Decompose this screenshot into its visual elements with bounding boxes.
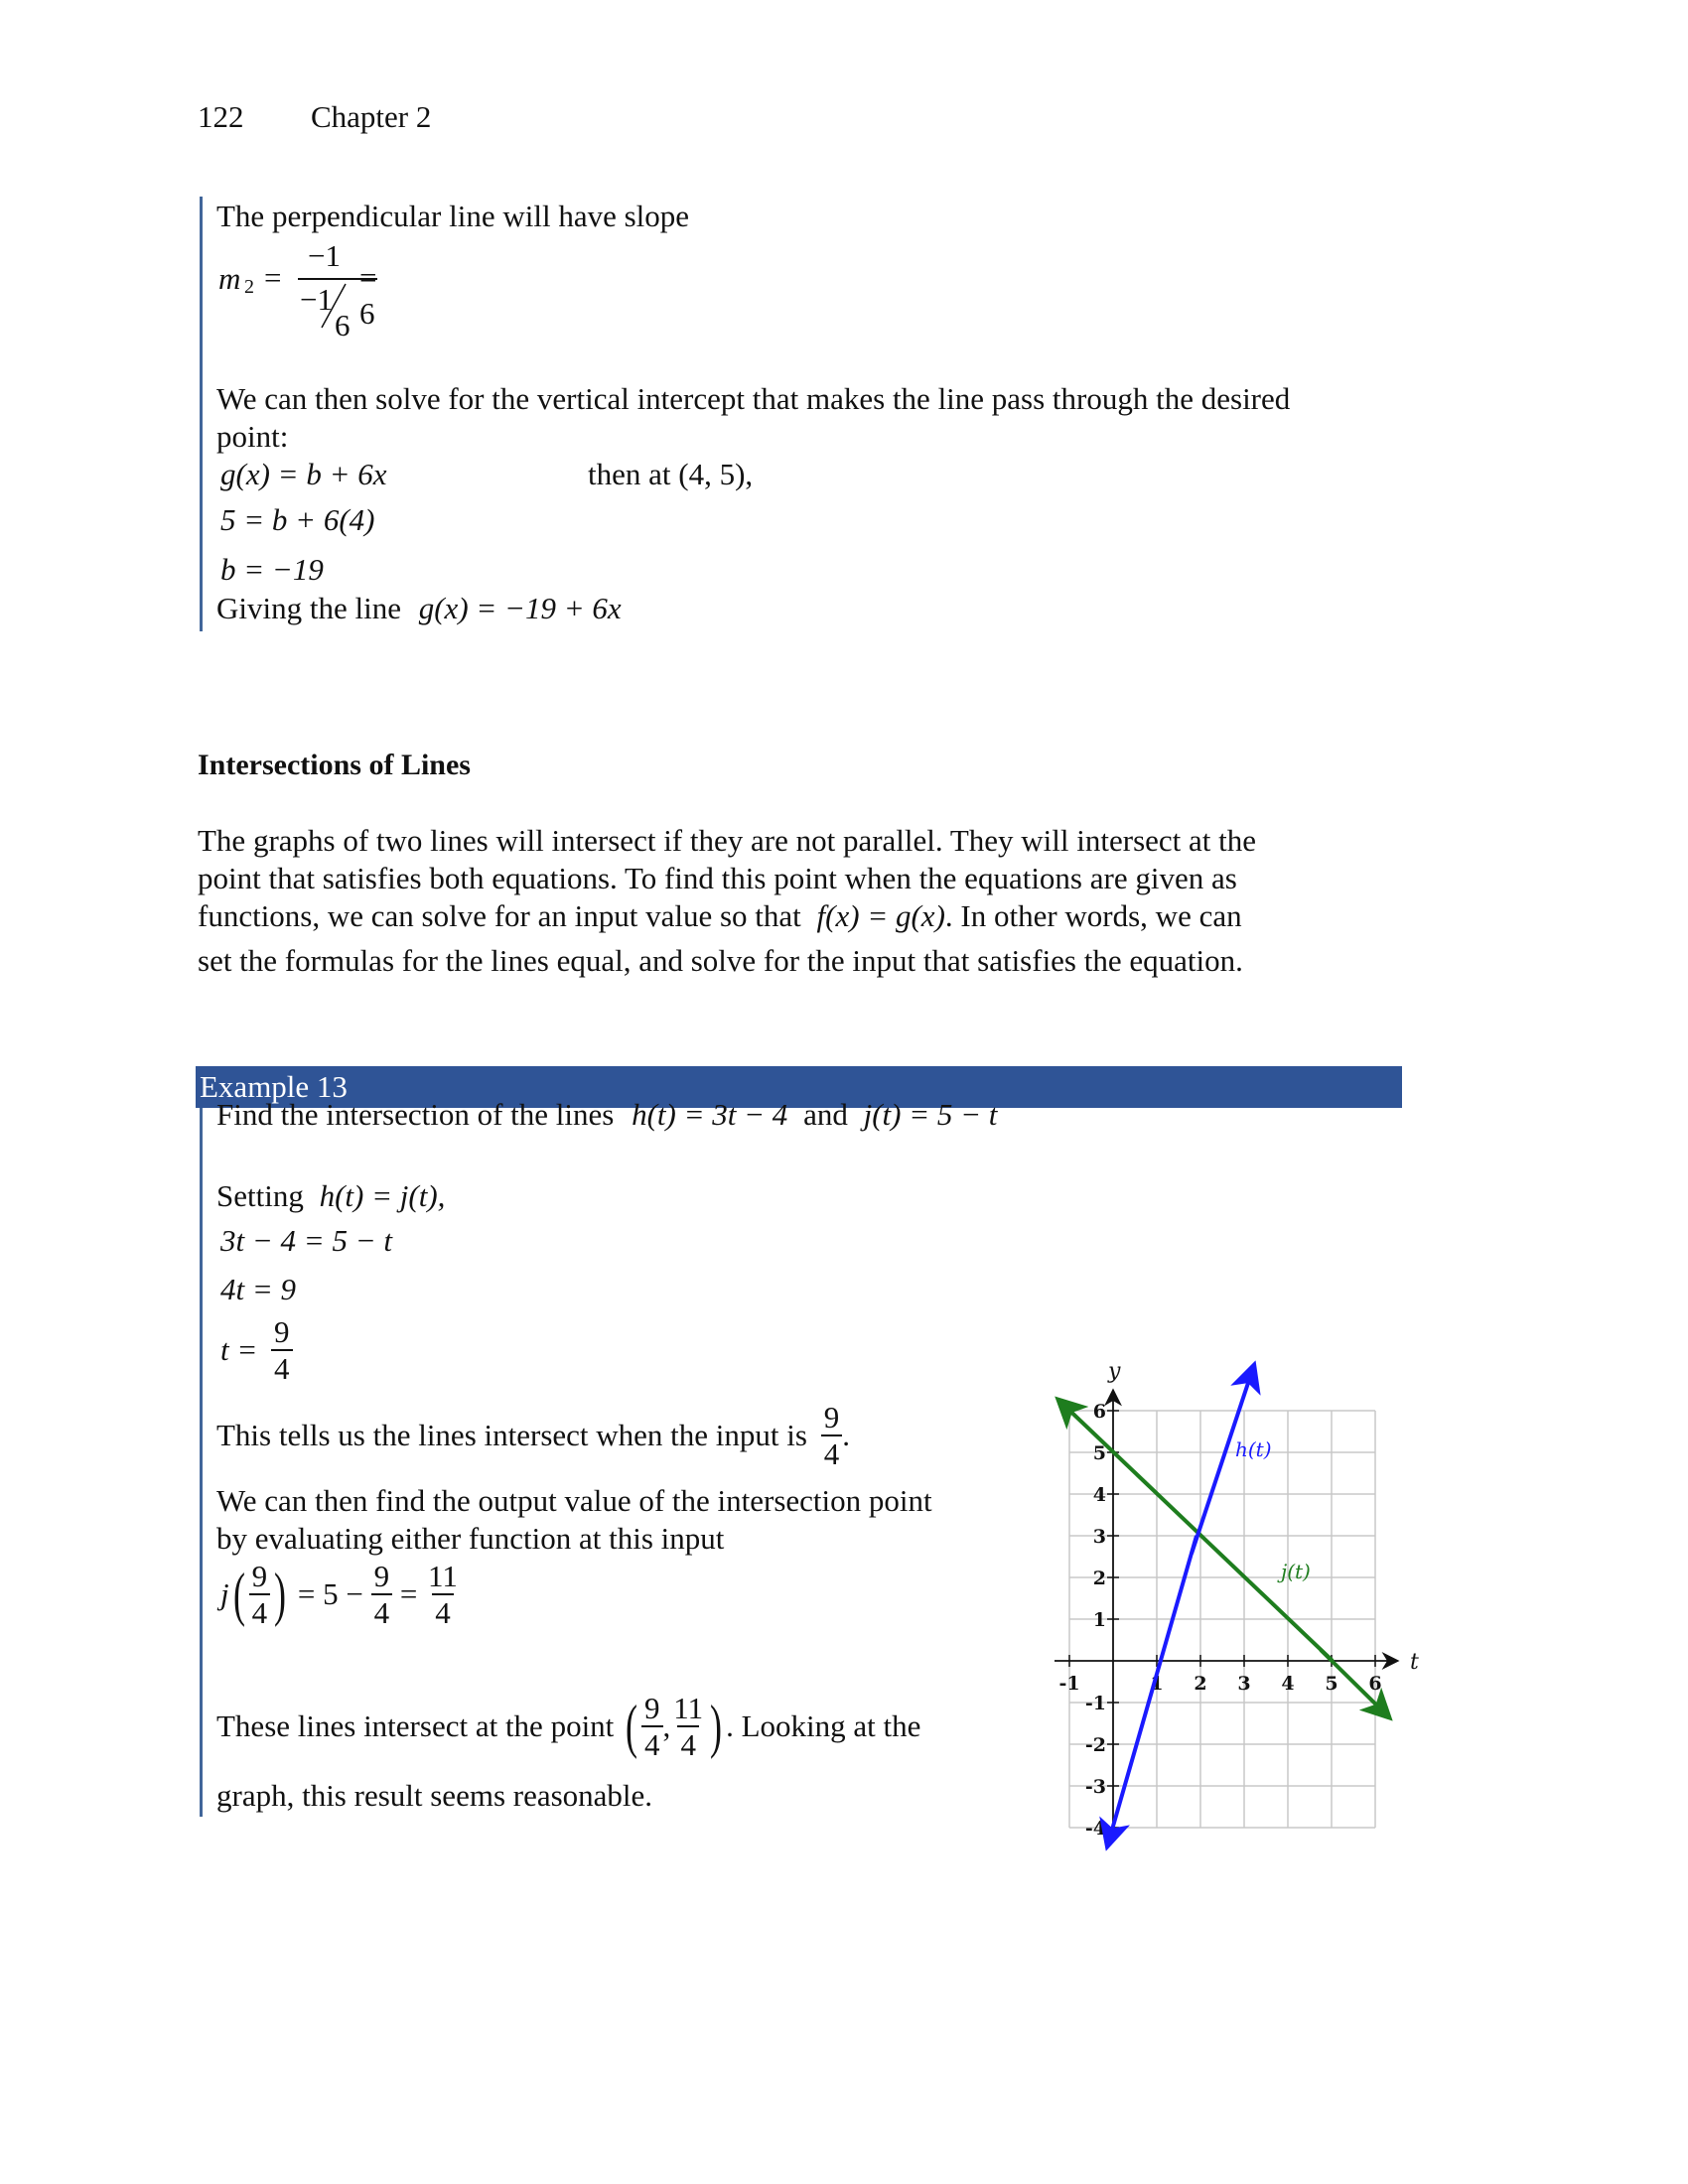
svg-text:1: 1 (1150, 1673, 1164, 1695)
svg-text:-1: -1 (1084, 1693, 1106, 1714)
section-line-1: The graphs of two lines will intersect if they are not parallel. They will intersect at the (198, 823, 1257, 858)
setting-equation: h(t) = j(t), (319, 1178, 446, 1213)
svg-text:4: 4 (1281, 1673, 1295, 1695)
block-text-slope-intro: The perpendicular line will have slope (216, 199, 690, 233)
equation-b-value: b = −19 (220, 552, 324, 587)
step-2: 4t = 9 (220, 1272, 297, 1306)
slope-var: m (218, 261, 241, 296)
intercept-paragraph-cont: point: (216, 419, 289, 454)
svg-text:6: 6 (1368, 1673, 1382, 1695)
section-heading: Intersections of Lines (198, 749, 471, 781)
section-line-3-tail: . In other words, we can (944, 898, 1242, 933)
input-sentence: This tells us the lines intersect when the input is $\frac{9}{4}$ . (216, 1400, 850, 1471)
equation-g-general: g(x) = b + 6x (220, 457, 387, 491)
svg-text:-1: -1 (1058, 1673, 1080, 1695)
intersection-graph (1033, 1330, 1450, 1866)
step-1: 3t − 4 = 5 − t (220, 1223, 392, 1258)
j-definition: j(t) = 5 − t (863, 1097, 998, 1132)
chapter-title: Chapter 2 (311, 99, 432, 134)
example-title: Example 13 (200, 1069, 348, 1104)
svg-text:4: 4 (1092, 1484, 1106, 1506)
h-line-label: h(t) (1235, 1437, 1272, 1461)
svg-text:5: 5 (1092, 1442, 1106, 1464)
svg-text:-4: -4 (1084, 1818, 1106, 1840)
fraction-9-4: $\frac{9}{4}$ (271, 1316, 293, 1384)
svg-text:6: 6 (1092, 1401, 1106, 1423)
j-line-label: j(t) (1281, 1560, 1311, 1583)
slope-subscript: 2 (244, 276, 254, 298)
example-left-rule (200, 197, 203, 631)
result-prefix: Giving the line (216, 591, 401, 625)
t-axis-label: t (1410, 1650, 1419, 1675)
conclusion-sentence: These lines intersect at the point ( $\frac{9}{4}$ , $\frac{11}{4}$ ) . Looking at the (216, 1691, 921, 1762)
svg-text:2: 2 (1194, 1673, 1207, 1695)
slope-numerator: −1 (308, 238, 341, 273)
slope-den-b: 6 (335, 308, 351, 342)
page-number: 122 (198, 99, 244, 134)
svg-text:-2: -2 (1084, 1734, 1106, 1756)
evaluation-equation: j( $\frac{9}{4}$ ) = 5 − $\frac{9}{4}$ = $\frac{11}{4}$ (220, 1559, 458, 1630)
intercept-paragraph: We can then solve for the vertical intercept that makes the line pass through the desired (216, 381, 1291, 416)
svg-text:2: 2 (1092, 1568, 1106, 1589)
section-line-4: set the formulas for the lines equal, and solve for the input that satisfies the equation. (198, 943, 1243, 978)
inline-equation-fg: f(x) = g(x) (816, 898, 945, 933)
svg-text:3: 3 (1092, 1526, 1106, 1548)
fraction-input: $\frac{9}{4}$ (821, 1402, 843, 1469)
setting-word: Setting (216, 1178, 304, 1213)
svg-text:1: 1 (1092, 1609, 1106, 1631)
svg-text:5: 5 (1325, 1673, 1338, 1695)
svg-text:-3: -3 (1084, 1776, 1106, 1798)
step-3: t = $\frac{9}{4}$ (220, 1316, 293, 1384)
section-line-2: point that satisfies both equations. To find this point when the equations are given as (198, 861, 1237, 895)
svg-text:3: 3 (1237, 1673, 1251, 1695)
equation-substitute: 5 = b + 6(4) (220, 502, 375, 537)
example-prompt: Find the intersection of the lines (216, 1097, 615, 1132)
conclusion-line-2: graph, this result seems reasonable. (216, 1778, 653, 1813)
slope-result: = 6 (359, 260, 377, 331)
section-line-3: functions, we can solve for an input value so that (198, 898, 801, 933)
output-sentence-1: We can then find the output value of the intersection point (216, 1483, 932, 1518)
h-definition: h(t) = 3t − 4 (632, 1097, 788, 1132)
h-line-lower (1108, 1536, 1196, 1843)
example-left-rule (200, 1108, 203, 1817)
and-word: and (803, 1097, 848, 1132)
equation-note: then at (4, 5), (588, 457, 754, 491)
result-equation: g(x) = −19 + 6x (418, 591, 622, 625)
output-sentence-2: by evaluating either function at this input (216, 1521, 725, 1556)
slope-den-a: −1 (300, 282, 333, 317)
y-axis-label: y (1108, 1359, 1121, 1384)
